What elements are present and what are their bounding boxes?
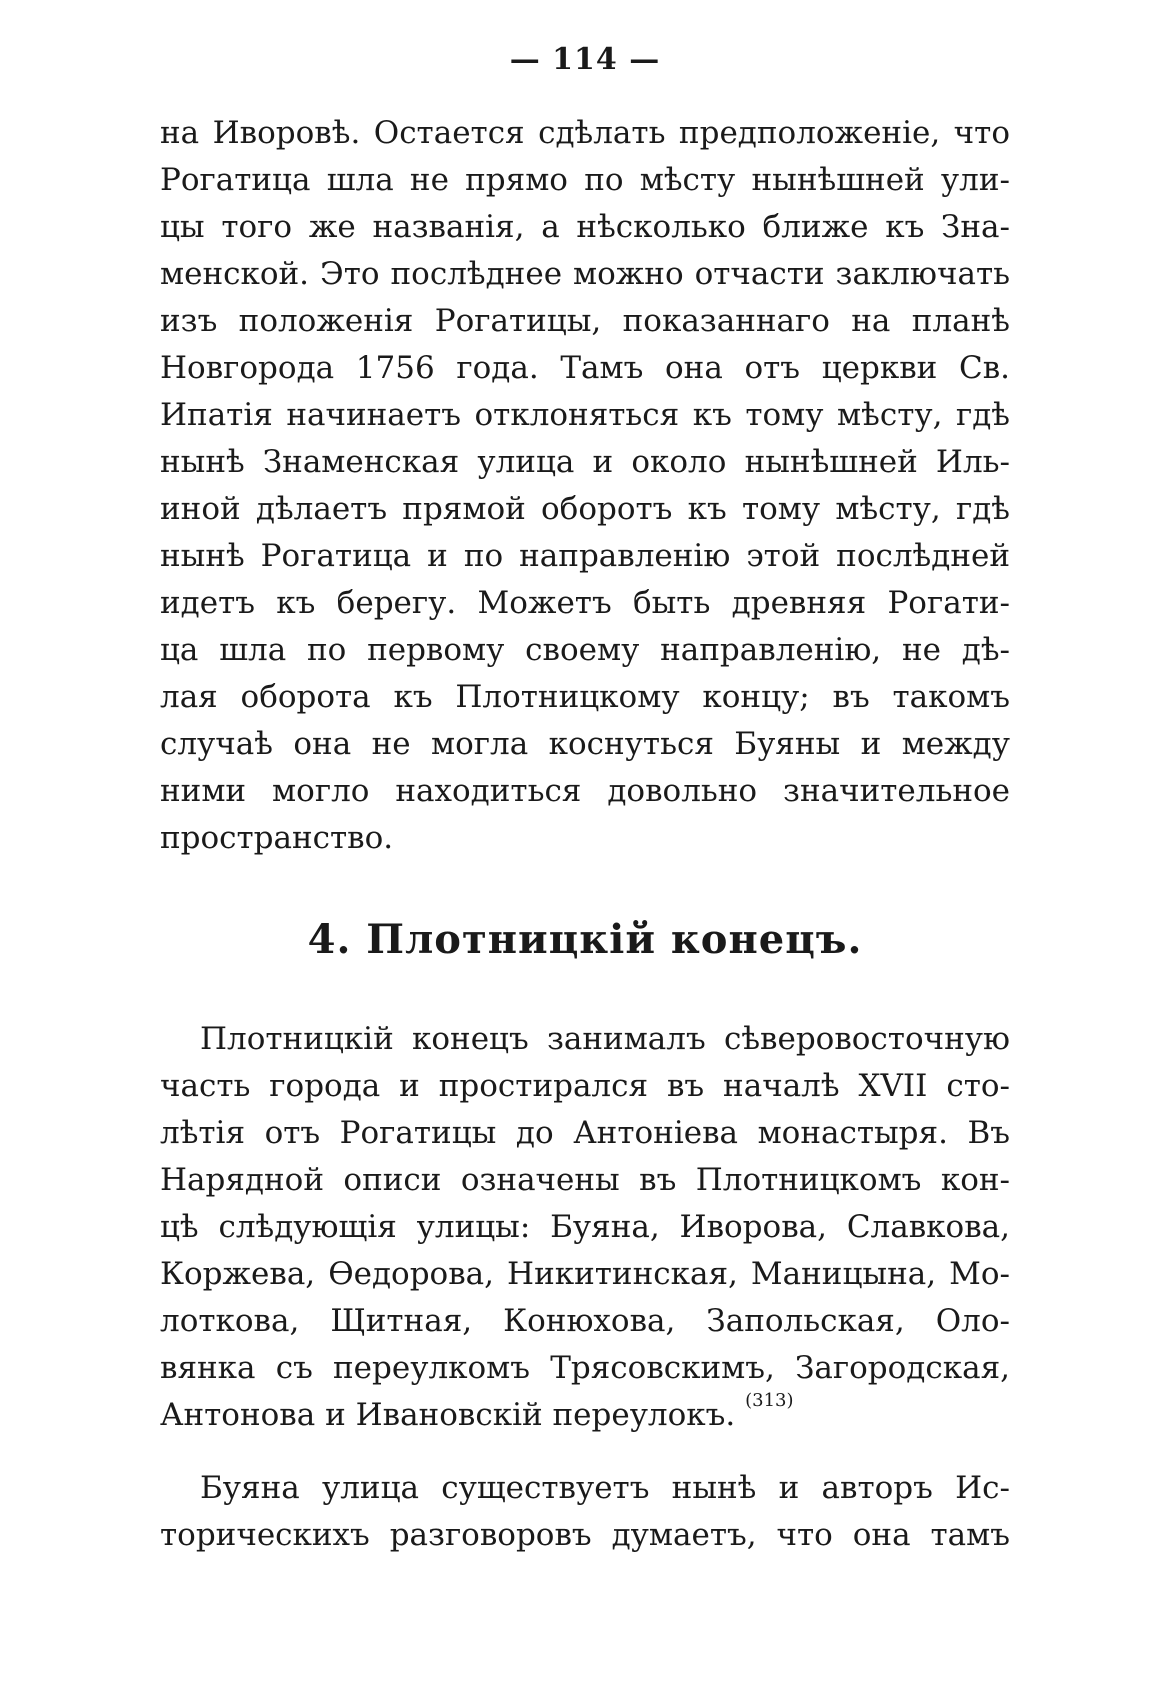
text-line: Рогатица шла не прямо по мѣсту нынѣшней ули- [160, 162, 1010, 198]
page-number: — 114 — [509, 42, 661, 77]
text-line: цѣ слѣдующія улицы: Буяна, Иворова, Славкова, [160, 1209, 1010, 1245]
text-line: Антонова и Ивановскій переулокъ. [160, 1397, 736, 1433]
text-line: Плотницкій конецъ занималъ сѣверовосточную [200, 1021, 1010, 1057]
text-line: лѣтія отъ Рогатицы до Антоніева монастыря. Въ [160, 1115, 1010, 1151]
text-line: Новгорода 1756 года. Тамъ она отъ церкви Св. [160, 350, 1010, 386]
text-line: Нарядной описи означены въ Плотницкомъ кон- [160, 1162, 1010, 1198]
paragraph-1 [160, 110, 1010, 862]
paragraph-2 [160, 1016, 1010, 1439]
text-line: ними могло находиться довольно значительное [160, 773, 1010, 809]
text-line: ца шла по первому своему направленію, не дѣ- [160, 632, 1010, 668]
text-line: цы того же названія, а нѣсколько ближе къ Зна- [160, 209, 1010, 245]
paragraph-3 [160, 1465, 1010, 1559]
footnote-ref: (313) [745, 1390, 794, 1411]
text-line: идетъ къ берегу. Можетъ быть древняя Рогати- [160, 585, 1010, 621]
text-line: Буяна улица существуетъ нынѣ и авторъ Ис- [200, 1470, 1010, 1506]
text-line: часть города и простирался въ началѣ XVII сто- [160, 1068, 1010, 1104]
text-line: торическихъ разговоровъ думаетъ, что она тамъ [160, 1517, 1010, 1553]
text-line: менской. Это послѣднее можно отчасти заключать [160, 256, 1010, 292]
text-line-with-footnote [160, 1392, 1010, 1439]
text-line: на Иворовѣ. Остается сдѣлать предположеніе, что [160, 115, 1010, 151]
text-line: вянка съ переулкомъ Трясовскимъ, Загородская, [160, 1350, 1010, 1386]
text-line: лоткова, Щитная, Конюхова, Запольская, Оло- [160, 1303, 1010, 1339]
text-line: нынѣ Знаменская улица и около нынѣшней Иль- [160, 444, 1010, 480]
section-heading: 4. Плотницкій конецъ. [307, 916, 863, 963]
text-line: изъ положенія Рогатицы, показаннаго на планѣ [160, 303, 1010, 339]
book-page [160, 40, 1010, 1559]
text-line: лая оборота къ Плотницкому концу; въ такомъ [160, 679, 1010, 715]
text-line: Коржева, Ѳедорова, Никитинская, Маницына, Мо- [160, 1256, 1010, 1292]
text-line: пространство. [160, 820, 394, 856]
text-line: случаѣ она не могла коснуться Буяны и между [160, 726, 1010, 762]
text-line: Ипатія начинаетъ отклоняться къ тому мѣсту, гдѣ [160, 397, 1010, 433]
text-line: нынѣ Рогатица и по направленію этой послѣдней [160, 538, 1010, 574]
text-line: иной дѣлаетъ прямой оборотъ къ тому мѣсту, гдѣ [160, 491, 1010, 527]
